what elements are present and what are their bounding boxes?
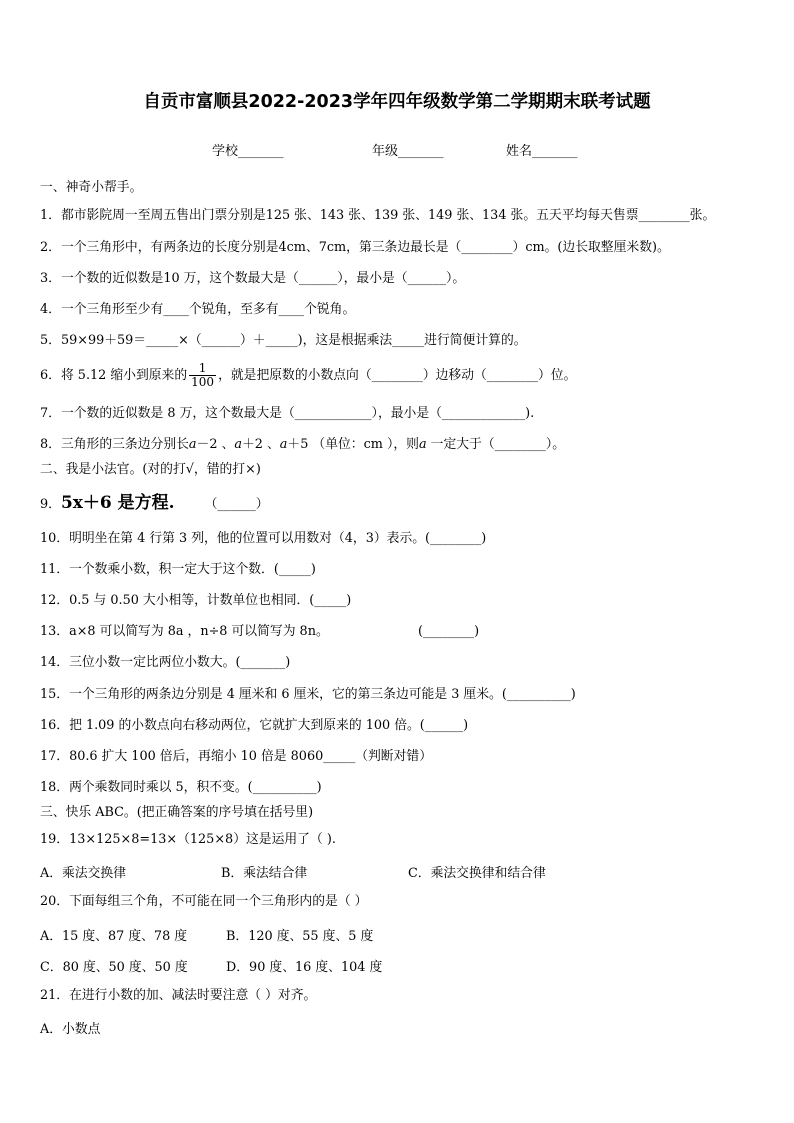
section-heading-3: 三、快乐 ABC。(把正确答案的序号填在括号里) [40,805,314,820]
question-17: 17．80.6 扩大 100 倍后，再缩小 10 倍是 8060_____（判断对错） [40,749,432,764]
question-11: 11．一个数乘小数，积一定大于这个数．(_____) [40,562,316,577]
question-20-option-d: D．90 度、16 度、104 度 [226,960,383,975]
fraction [189,362,216,389]
question-10: 10．明明坐在第 4 行第 3 列，他的位置可以用数对（4，3）表示。(________) [40,531,487,546]
fraction-denominator: 100 [191,375,215,389]
question-19: 19．13×125×8=13×（125×8）这是运用了（ ). [40,832,336,847]
question-19-option-a: A．乘法交换律 [40,866,127,881]
question-6-suffix: ，就是把原数的小数点向（________）边移动（________）位。 [218,368,577,383]
grade-field[interactable]: 年级_______ [372,144,444,159]
question-13: 13．a×8 可以简写为 8a ，n÷8 可以简写为 8n。 [40,624,329,639]
school-field[interactable]: 学校_______ [212,144,284,159]
question-14: 14．三位小数一定比两位小数大。(_______) [40,655,291,670]
question-20: 20．下面每组三个角，不可能在同一个三角形内的是（ ） [40,894,368,909]
question-20-option-a: A．15 度、87 度、78 度 [40,929,188,944]
question-2: 2．一个三角形中，有两条边的长度分别是4cm、7cm，第三条边最长是（________）cm。(边长取整厘米数)。 [40,240,670,255]
question-1: 1．都市影院周一至周五售出门票分别是125 张、143 张、139 张、149 张、134 张。五天平均每天售票________张。 [40,208,716,223]
question-7: 7．一个数的近似数是 8 万，这个数最大是（____________），最小是（_____________). [40,406,535,421]
question-5: 5．59×99＋59＝_____×（______）＋_____)，这是根据乘法_____进行简便计算的。 [40,333,527,348]
question-20-option-c: C．80 度、50 度、50 度 [40,960,188,975]
question-21: 21．在进行小数的加、减法时要注意（ ）对齐。 [40,988,317,1003]
fraction-numerator: 1 [189,362,216,376]
question-8: 8．三角形的三条边分别长𝑎－2 、𝑎＋2 、𝑎＋5 （单位：cm ），则𝑎 一定大于（________）。 [40,437,566,452]
question-9-blank: （______） [204,497,269,512]
question-21-option-a: A．小数点 [40,1022,101,1037]
question-19-option-b: B．乘法结合律 [221,866,308,881]
question-9-expression: 5x＋6 是方程. [60,493,175,513]
question-15: 15．一个三角形的两条边分别是 4 厘米和 6 厘米，它的第三条边可能是 3 厘米。(__________) [40,687,576,702]
section-heading-1: 一、神奇小帮手。 [40,180,143,195]
question-16: 16．把 1.09 的小数点向右移动两位，它就扩大到原来的 100 倍。(______) [40,718,469,733]
question-13-blank: (________) [418,624,480,639]
question-19-option-c: C．乘法交换律和结合律 [408,866,546,881]
question-6-prefix: 6．将 5.12 缩小到原来的 [40,368,188,383]
question-20-option-b: B．120 度、55 度、5 度 [226,929,374,944]
section-heading-2: 二、我是小法官。(对的打√，错的打×) [40,462,261,477]
name-field[interactable]: 姓名_______ [506,144,578,159]
question-18: 18．两个乘数同时乘以 5，积不变。(__________) [40,780,322,795]
question-4: 4．一个三角形至少有____个锐角，至多有____个锐角。 [40,302,356,317]
question-9 [40,492,269,516]
question-6 [40,362,576,390]
question-12: 12．0.5 与 0.50 大小相等，计数单位也相同．(_____) [40,593,352,608]
question-3: 3．一个数的近似数是10 万，这个数最大是（______），最小是（______）。 [40,271,466,286]
question-9-number: 9． [40,497,61,512]
page-title: 自贡市富顺县2022-2023学年四年级数学第二学期期末联考试题 [143,92,651,112]
